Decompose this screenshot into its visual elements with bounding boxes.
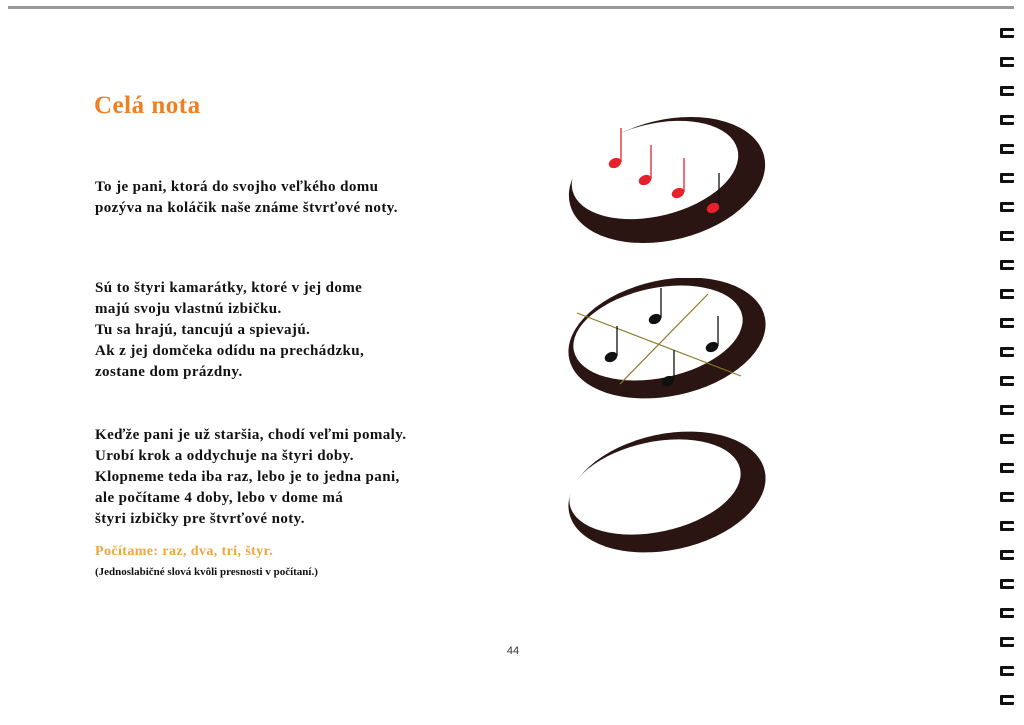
spiral-ring <box>1000 463 1014 473</box>
spiral-ring <box>1000 144 1014 154</box>
paragraph-line: zostane dom prázdny. <box>95 364 243 380</box>
paragraph-line: štyri izbičky pre štvrťové noty. <box>95 511 305 527</box>
paragraph-line: Ak z jej domčeka odídu na prechádzku, <box>95 343 365 359</box>
spiral-ring <box>1000 695 1014 705</box>
spiral-ring <box>1000 666 1014 676</box>
whole-note-with-red-quarter-notes <box>555 112 775 252</box>
paragraph-line: majú svoju vlastnú izbičku. <box>95 301 282 317</box>
whole-note-divided-into-four-rooms <box>555 278 775 408</box>
spiral-ring <box>1000 376 1014 386</box>
paragraph-line: To je pani, ktorá do svojho veľkého domu <box>95 179 379 195</box>
spiral-ring <box>1000 579 1014 589</box>
paragraph-line: Tu sa hrajú, tancujú a spievajú. <box>95 322 311 338</box>
paragraph-line: pozýva na koláčik naše známe štvrťové noty. <box>95 200 398 216</box>
spiral-ring <box>1000 173 1014 183</box>
paragraph-rooms <box>95 278 364 383</box>
page-number: 44 <box>506 645 520 657</box>
spiral-ring <box>1000 28 1014 38</box>
spiral-ring <box>1000 86 1014 96</box>
paragraph-beats <box>95 425 406 530</box>
spiral-ring <box>1000 637 1014 647</box>
spiral-ring <box>1000 57 1014 67</box>
spiral-ring <box>1000 521 1014 531</box>
paragraph-line: Klopneme teda iba raz, lebo je to jedna pani, <box>95 469 400 485</box>
paragraph-line: Keďže pani je už staršia, chodí veľmi pomaly. <box>95 427 407 443</box>
spiral-ring <box>1000 115 1014 125</box>
spiral-ring <box>1000 231 1014 241</box>
spiral-binding <box>996 20 1024 720</box>
spiral-ring <box>1000 608 1014 618</box>
spiral-ring <box>1000 260 1014 270</box>
spiral-ring <box>1000 289 1014 299</box>
spiral-ring <box>1000 347 1014 357</box>
paragraph-line: Urobí krok a oddychuje na štyri doby. <box>95 448 354 464</box>
spiral-ring <box>1000 202 1014 212</box>
spiral-ring <box>1000 492 1014 502</box>
paragraph-intro <box>95 177 398 219</box>
spiral-ring <box>1000 550 1014 560</box>
top-rule <box>8 6 1014 9</box>
spiral-ring <box>1000 405 1014 415</box>
spiral-ring <box>1000 434 1014 444</box>
spiral-ring <box>1000 318 1014 328</box>
paragraph-line: ale počítame 4 doby, lebo v dome má <box>95 490 344 506</box>
empty-whole-note <box>555 428 775 558</box>
paragraph-line: Sú to štyri kamarátky, ktoré v jej dome <box>95 280 363 296</box>
counting-note: (Jednoslabičné slová kvôli presnosti v počítaní.) <box>95 566 318 578</box>
page-title: Celá nota <box>94 92 201 119</box>
counting-text: Počítame: raz, dva, tri, štyr. <box>95 544 273 559</box>
